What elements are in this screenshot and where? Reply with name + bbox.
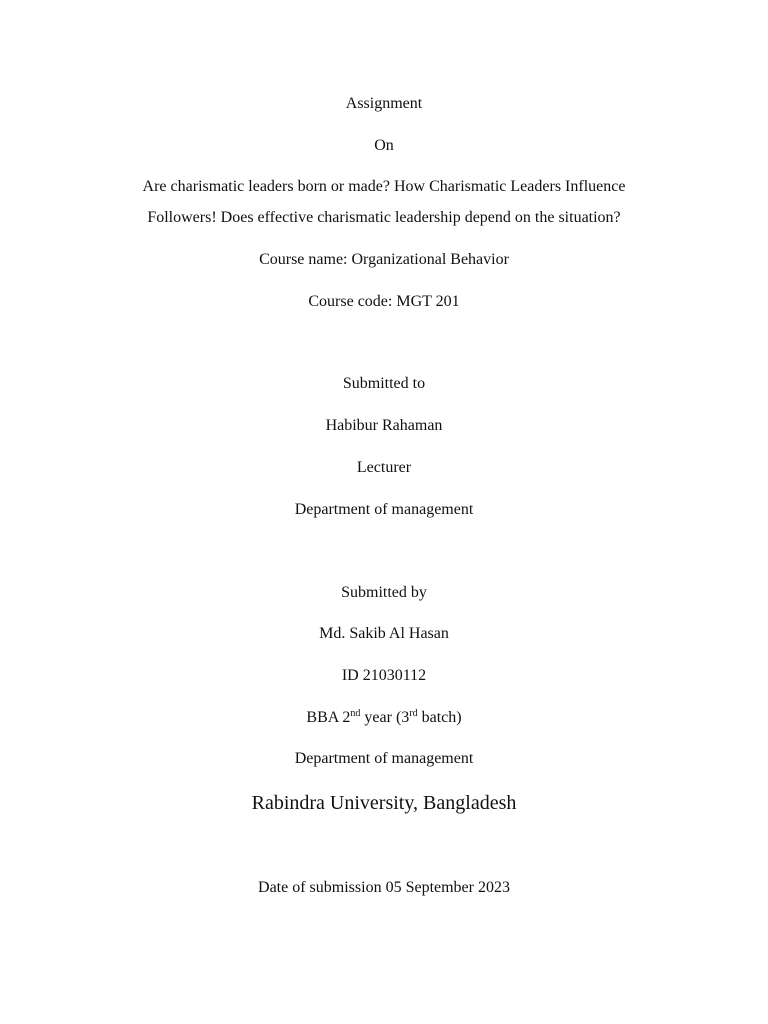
year-word: year (3 bbox=[360, 709, 410, 726]
on-label: On bbox=[374, 137, 394, 154]
course-name: Course name: Organizational Behavior bbox=[259, 251, 509, 268]
assignment-heading: Assignment bbox=[345, 95, 423, 112]
program-line bbox=[0, 708, 768, 728]
university-name: Rabindra University, Bangladesh bbox=[251, 792, 517, 814]
submitted-to-label: Submitted to bbox=[342, 375, 426, 392]
program-prefix: BBA 2 bbox=[306, 709, 351, 726]
course-code: Course code: MGT 201 bbox=[308, 293, 460, 310]
submission-date: Date of submission 05 September 2023 bbox=[258, 879, 510, 896]
batch-word: batch) bbox=[417, 709, 462, 726]
submitted-by-label: Submitted by bbox=[341, 584, 427, 601]
student-name: Md. Sakib Al Hasan bbox=[319, 625, 449, 642]
student-department: Department of management bbox=[294, 750, 474, 767]
supervisor-name: Habibur Rahaman bbox=[325, 417, 443, 434]
batch-suffix: rd bbox=[409, 708, 418, 719]
student-id: ID 21030112 bbox=[341, 667, 427, 684]
year-suffix: nd bbox=[350, 708, 361, 719]
supervisor-title: Lecturer bbox=[356, 459, 412, 476]
supervisor-department: Department of management bbox=[294, 501, 474, 518]
topic-line-2: Followers! Does effective charismatic leadership depend on the situation? bbox=[147, 209, 621, 226]
topic-line-1: Are charismatic leaders born or made? How Charismatic Leaders Influence bbox=[142, 178, 626, 195]
